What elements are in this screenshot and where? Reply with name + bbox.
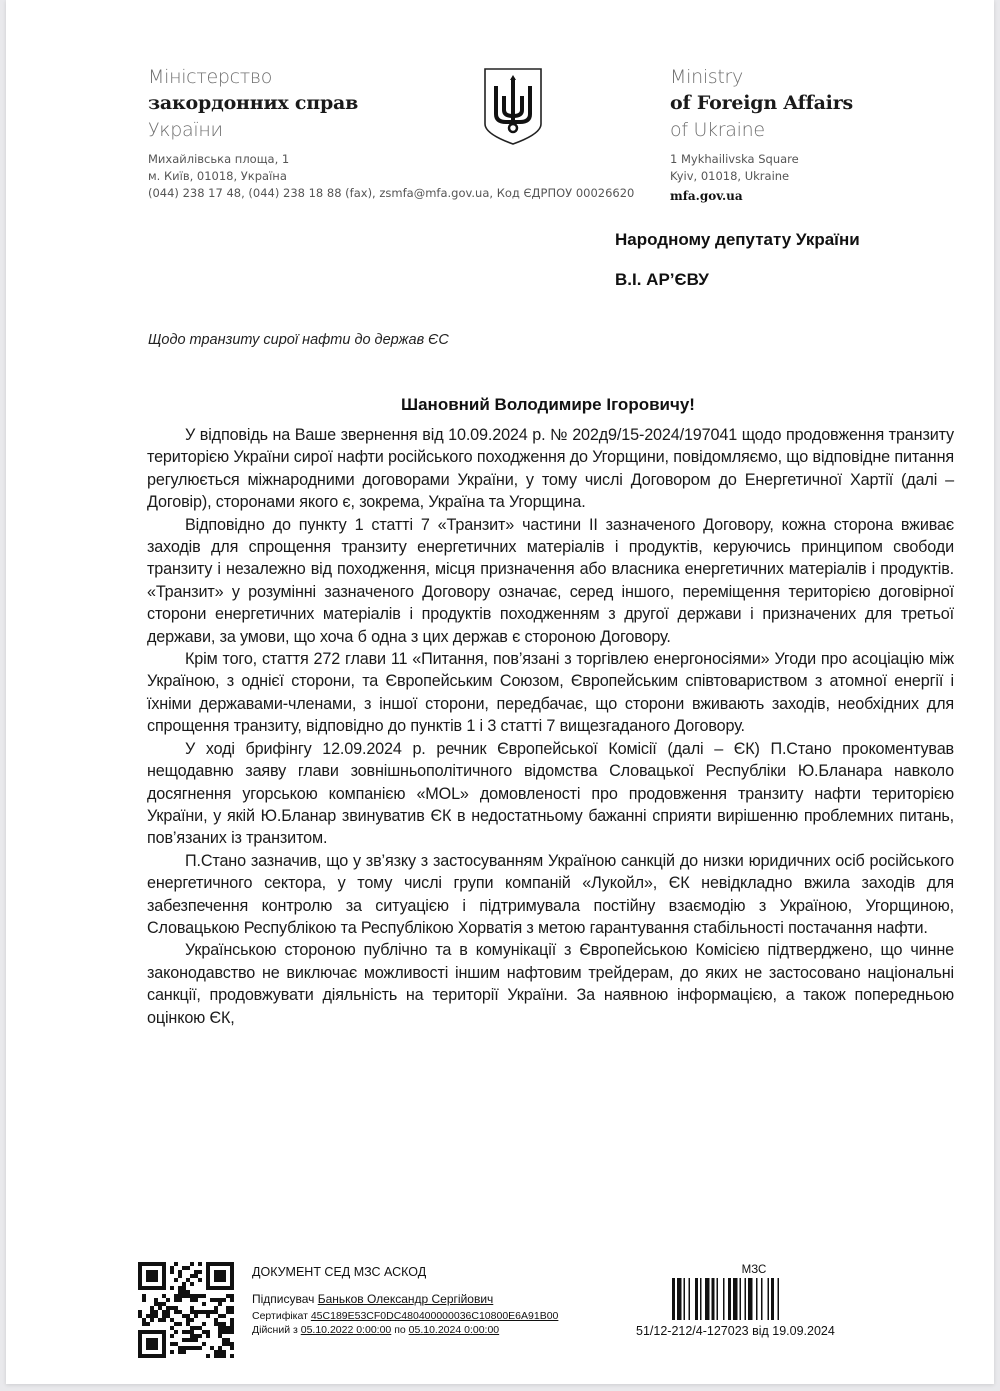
certificate-value: 45C189E53CF0DC480400000036C10800E6A91B00 bbox=[310, 1310, 559, 1322]
contacts-ua: (044) 238 17 48, (044) 238 18 88 (fax), zsmfa@mfa.gov.ua, Код ЄДРПОУ 00026620 bbox=[148, 186, 635, 200]
salutation: Шановний Володимире Ігоровичу! bbox=[401, 395, 695, 414]
certificate-label: Сертифікат bbox=[252, 1310, 308, 1322]
validity-line bbox=[252, 1324, 499, 1336]
valid-to: 05.10.2024 0:00:00 bbox=[408, 1324, 500, 1336]
paragraph: Крім того, стаття 272 глави 11 «Питання, пов’язані з торгівлею енергоносіями» Угоди про асоціацію між Україною, з однієї сторони, та Європейським Союзом, Європейським співтовариством з атомної енергії і їхніми державами-членами, з іншої сторони, передбачає, що сторони вживають заходів, необхідних для спрощення транзиту, відповідно до пунктів 1 і 3 статті 7 вищезгаданого Договору. bbox=[147, 650, 954, 736]
address-ua bbox=[148, 151, 634, 202]
address-en-line2: Kyiv, 01018, Ukraine bbox=[670, 169, 790, 183]
doc-system-label: ДОКУМЕНТ СЕД МЗС АСКОД bbox=[252, 1265, 427, 1279]
ministry-name-ua-line2: закордонних справ bbox=[148, 92, 359, 114]
address-en-line1: 1 Mykhailivska Square bbox=[670, 152, 799, 166]
document-page bbox=[6, 0, 994, 1384]
certificate-line bbox=[252, 1310, 558, 1322]
valid-to-label: по bbox=[394, 1324, 406, 1336]
ministry-name-en-line2: of Foreign Affairs bbox=[670, 92, 854, 114]
registration-number: 51/12-212/4-127023 від 19.09.2024 bbox=[636, 1324, 835, 1338]
paragraph: Відповідно до пункту 1 статті 7 «Транзит» частини ІІ зазначеного Договору, кожна сторона вживає заходів для спрощення транзиту енергетичних матеріалів і продуктів, керуючись принципом свободи транзиту і незалежно від походження, місця призначення або власника енергетичних матеріалів і продуктів. «Транзит» у розумінні зазначеного Договору означає, серед іншого, переміщення територією договірної сторони енергетичних матеріалів і продуктів походженням з другої держави і призначених для третьої держави, за умови, що хоча б одна з цих держав є стороною Договору. bbox=[147, 515, 954, 646]
valid-from: 05.10.2022 0:00:00 bbox=[300, 1324, 392, 1336]
paragraph: У ході брифінгу 12.09.2024 р. речник Європейської Комісії (далі – ЄК) П.Стано прокоментував нещодавню заяву глави зовнішньополітичного відомства Словацької Республіки Ю.Бланара навколо досягнення угорською компанією «MOL» домовленості про продовження транзиту нафти територією України, у якій Ю.Бланар звинуватив ЄК в недостатньому бажанні сприяти вирішенню проблемних питань, пов’язаних із транзитом. bbox=[147, 739, 954, 848]
qr-code-icon bbox=[138, 1262, 234, 1358]
addressee-title: Народному депутату України bbox=[615, 230, 860, 249]
trident-emblem-icon bbox=[482, 66, 544, 146]
addressee-name: В.І. АР’ЄВУ bbox=[615, 270, 709, 289]
ministry-name-en-line3: of Ukraine bbox=[670, 119, 765, 141]
barcode-label: МЗС bbox=[741, 1264, 767, 1276]
address-ua-line1: Михайлівська площа, 1 bbox=[148, 152, 290, 166]
paragraph: П.Стано зазначив, що у зв’язку з застосуванням Україною санкцій до низки юридичних осіб російського енергетичного сектора, у тому числі групи компаній «Лукойл», ЄК невідкладно вжила заходів для забезпечення контролю за ситуацією і підтримувала постійну взаємодію з Україною, Угорщиною, Словацькою Республікою та Республікою Хорватія з метою гарантування стабільності постачання нафти. bbox=[147, 851, 954, 937]
signer-name: Баньков Олександр Сергійович bbox=[317, 1292, 494, 1306]
paragraph: Українською стороною публічно та в комунікації з Європейською Комісією підтверджено, що чинне законодавство не виключає можливості іншим нафтовим трейдерам, до яких не застосовано національні санкції, продовжувати діяльність на території України. За наявною інформацією, а також попередньою оцінкою ЄК, bbox=[147, 941, 954, 1027]
ministry-name-ua-line3: України bbox=[148, 119, 223, 141]
subject-line: Щодо транзиту сирої нафти до держав ЄС bbox=[148, 332, 449, 348]
paragraph: У відповідь на Ваше звернення від 10.09.2024 р. № 202д9/15-2024/197041 щодо продовження транзиту територією України сирої нафти російського походження до Угорщини, повідомляємо, що відповідне питання регулюється міжнародними договорами України, у тому числі Договором до Енергетичної Хартії (далі – Договір), сторонами якого є, зокрема, Україна та Угорщина. bbox=[147, 426, 954, 512]
ministry-name-en-line1: Ministry bbox=[670, 66, 743, 88]
address-en bbox=[670, 151, 799, 185]
letter-body bbox=[147, 424, 954, 1029]
valid-from-label: Дійсний з bbox=[252, 1324, 298, 1336]
signer-line bbox=[252, 1292, 493, 1306]
barcode-icon bbox=[672, 1278, 818, 1320]
address-ua-line2: м. Київ, 01018, Україна bbox=[148, 169, 287, 183]
signer-label: Підписувач bbox=[252, 1292, 315, 1306]
website-link[interactable]: mfa.gov.ua bbox=[670, 189, 743, 203]
ministry-name-ua-line1: Міністерство bbox=[148, 66, 273, 88]
